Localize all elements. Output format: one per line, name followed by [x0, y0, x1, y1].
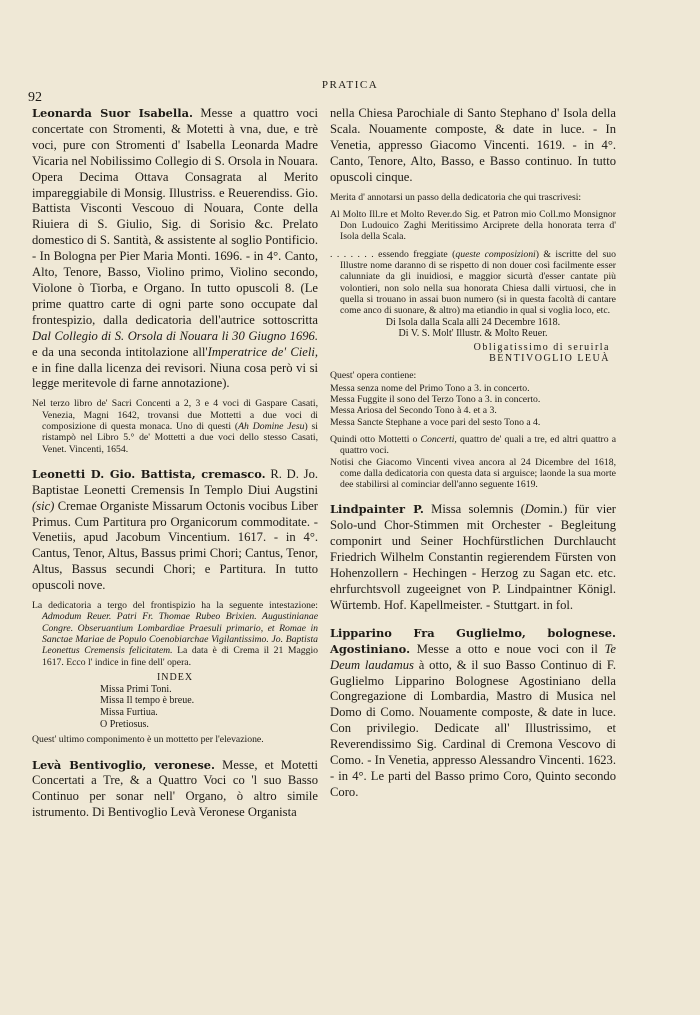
- contents-intro: Quest' opera contiene:: [330, 369, 417, 381]
- entry-leonarda: Leonarda Suor Isabella. Messe a quattro voci concertate con Stromenti, & Motetti à vna, due, e trè voci, pure con Stromenti d' Isabella Leonarda Madre Vicaria nel Nobilissimo Collegio di S. Orsola in Nouara. Opera Decima Ottava Consagrata al Merito impareggiabile di Monsig. Illustriss. e Reuerendiss. Gio. Battista Visconti Vescouo di Nouara, Conte della Riuiera di S. Giulio, Sig. di Sorisio &c. Prelato domestico di S. Santità, & assistente al soglio Pontificio. - In Bologna per Pier Maria Monti. 1696. - in 4°. Canto, Alto, Tenore, Basso, Violino primo, Violino secondo, Violone ò Tiorba, e Organo. In tutto opuscoli 8. (Le prime quattro carte di ogni parte sono occupate dal frontespizio, dalla dedicatoria dell'autrice sottoscritta Dal Collegio di S. Orsola di Nouara li 30 Giugno 1696. e da una seconda intitolazione all'Imperatrice de' Cieli, e in fine dalla licenza dei revisori. Niuna cosa però vi si legge meritevole di farne annotazione).: [32, 106, 319, 391]
- entry-heading: Lindpainter P.: [330, 502, 424, 517]
- list-item: Messa Ariosa del Secondo Tono à 4. et a 3.: [330, 405, 497, 417]
- contents-list: [330, 383, 616, 428]
- list-item: Missa Primi Toni.: [100, 683, 172, 695]
- note-vincenti: Notisi che Giacomo Vincenti vivea ancora al 24 Dicembre del 1618, come dalla dedicatoria con questa data si arguisce; laonde la sua morte dee stabilirsi al cominciar dell'anno seguente 1619.: [330, 456, 616, 491]
- list-item: Missa Il tempo è breue.: [100, 695, 195, 707]
- left-column: [32, 106, 318, 821]
- dedication-address: Al Molto Ill.re et Molto Rever.do Sig. et Patron mio Coll.mo Monsignor Don Ludouico Zaghi Meritissimo Arciprete della honorata terra d' Isola della Scala.: [330, 208, 616, 243]
- list-item: Missa Furtiua.: [100, 707, 158, 719]
- entry-leva-continued: nella Chiesa Parochiale di Santo Stephano d' Isola della Scala. Nouamente composte, & date in luce. - In Venetia, appresso Giacomo Vincenti. 1619. - in 4°. Canto, Tenore, Alto, Basso, e Basso continuo. In tutto opuscoli cinque.: [330, 106, 616, 184]
- dedication-signature: BENTIVOGLIO LEUÀ: [489, 352, 610, 364]
- list-item: Messa Sancte Stephane a voce pari del sesto Tono a 4.: [330, 416, 541, 428]
- index-title: INDEX: [156, 671, 194, 683]
- entry-heading: Leonarda Suor Isabella.: [32, 106, 193, 120]
- dedication-excerpt: . . . . . . . essendo freggiate (queste composizioni) & iscritte del suo Illustre nome daranno di se rispetto di non douer così facilmente esser calunniate da gli inuidiosi, e maggior sicurtà d'esser cantate più volontieri, non solo nella sua honorata Chiesa dalli virtuosi, che in quella si trouano in assai buon numero (si in questa facoltà di cantare come anco di suonare, & altro) ma etiandio in qual si voglia loco, etc.: [330, 248, 616, 317]
- note-leonetti: La dedicatoria a tergo del frontispizio ha la seguente intestazione: Admodum Reuer. Patri Fr. Thomae Rubeo Brixien. Augustinianae Congre. Obseruantium Lombardiae Praesuli primario, et Romae in Sanctae Mariae de Populo Coenobiarchae Vigilantissimo. Jo. Baptista Leonettus Cremensis felicitatem. La data è di Crema il 21 Maggio 1617. Ecco l' indice in fine dell' opera.: [32, 600, 319, 668]
- list-item: Messa senza nome del Primo Tono a 3. in concerto.: [330, 382, 530, 394]
- note-leonarda: Nel terzo libro de' Sacri Concenti a 2, 3 e 4 voci di Gaspare Casati, Venezia, Magni 1642, trovansi due Mottetti a due voci di composizione di questa monaca. Uno di questi (Ah Domine Jesu) si ristampò nel Libro 5.° de' Mottetti a due voci dello stesso Casati, Venet. Vincenti, 1654.: [32, 398, 318, 455]
- note-elevation: Quest' ultimo componimento è un mottetto per l'elevazione.: [32, 734, 264, 746]
- entry-leva: Levà Bentivoglio, veronese. Messe, et Motetti Concertati a Tre, & a Quattro Voci co 'l suo Basso Continuo per sonar nell' Organo, ò altro simile istrumento. Di Bentivoglio Levà Veronese Organista: [32, 757, 319, 820]
- note-mottetti: Quindi otto Mottetti o Concerti, quattro de' quali a tre, ed altri quattro a quattro voci.: [330, 433, 617, 457]
- dedication-date: Di Isola dalla Scala alli 24 Decembre 1618.: [385, 316, 561, 328]
- dedication-salutation: Di V. S. Molt' Illustr. & Molto Reuer.: [398, 327, 548, 339]
- entry-leonetti: Leonetti D. Gio. Battista, cremasco. R. D. Jo. Baptistae Leonetti Cremensis In Templo Diui Augstini (sic) Cremae Organiste Missarum Octonis vocibus Liber Primus. Cum Partitura pro Organicorum commoditate. - Venetiis, apud Jacobum Vincentium. 1617. - in 4°. Cantus, Tenor, Altus, Bassus primi Chori; Cantus, Tenor, Altus, Bassus secundi Chori; e Partitura. In tutto opuscoli nove.: [32, 466, 319, 593]
- index-list: [100, 684, 318, 730]
- running-head: PRATICA: [321, 79, 379, 91]
- entry-heading: Lipparino Fra Guglielmo, bolognese. Agostiniano.: [330, 625, 616, 656]
- entry-heading: Leonetti D. Gio. Battista, cremasco.: [32, 466, 266, 481]
- entry-lipparino: Lipparino Fra Guglielmo, bolognese. Agostiniano. Messe a otto e noue voci con il Te Deum laudamus à otto, & il suo Basso Continuo di F. Guglielmo Lipparino Bolognese Agostiniano della Congregazione di Lombardia, Mastro di Musica nel Domo di Como. Nouamente composte, & date in luce. Con privilegio. Dedicate all' Illustrissimo, et Reverendissimo Sig. Cardinal di Cremona Vescovo di Como. - In Venetia, appresso Alessandro Vincenti. 1623. - in 4°. Le parti del Basso primo Coro, Quinto secondo Coro.: [330, 625, 617, 799]
- list-item: O Pretiosus.: [100, 718, 149, 730]
- right-column: [330, 106, 616, 801]
- entry-heading: Levà Bentivoglio, veronese.: [32, 757, 215, 772]
- dedication-closing: Obligatissimo di seruirla: [473, 341, 610, 353]
- list-item: Messa Fuggite il sono del Terzo Tono a 3. in concerto.: [330, 394, 541, 406]
- entry-lindpainter: Lindpainter P. Missa solemnis (Domin.) für vier Solo-und Chor-Stimmen mit Orchester - Begleitung componirt und Seiner Hochfürstlichen Durchlaucht Friedrich Wilhelm Constantin regierendem Fürsten von Hohenzollern - Hechingen - Herzog zu Sagan etc. etc. ehrfurchtsvoll zugeeignet von P. Lindpaintner Königl. Würtemb. Hof. Kapellmeister. - Stuttgart. in fol.: [330, 502, 617, 612]
- page-number: 92: [28, 90, 42, 105]
- note-dedication: Merita d' annotarsi un passo della dedicatoria che qui trascrivesi:: [330, 191, 582, 203]
